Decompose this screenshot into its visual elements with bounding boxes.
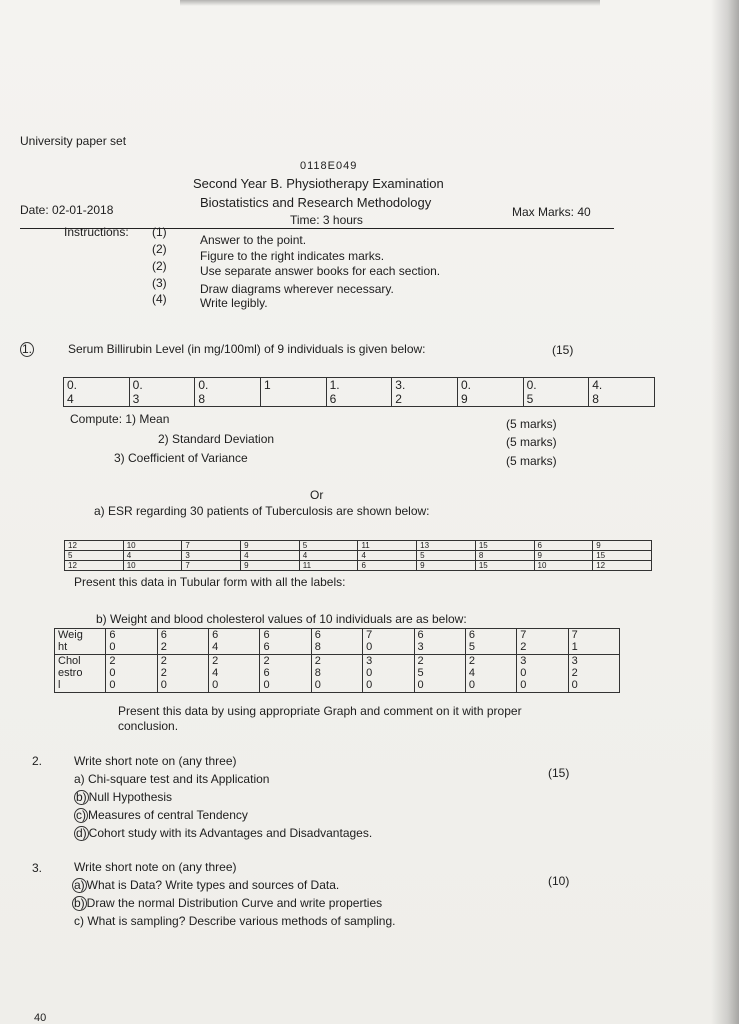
question-3-marks: (10) [548,874,570,888]
table-cell: 6 6 [260,629,311,655]
table-cell: 9 [534,551,593,561]
table-cell: 5 [65,551,124,561]
question-2-text: Write short note on (any three) [74,754,237,768]
table-cell: 0. 9 [457,378,523,407]
table-cell: 8 [475,551,534,561]
table-cell: 3. 2 [392,378,458,407]
question-1-marks: (15) [552,343,574,357]
page-number: 40 [34,1012,47,1024]
page-top-shadow [180,0,600,6]
table-cell: 1 [260,378,326,407]
table-row [55,629,620,655]
question-3-item-a: a) What is Data? Write types and sources of Data. [74,878,340,892]
table-cell: 7 1 [568,629,619,655]
mean-marks: (5 marks) [506,417,557,431]
instruction-text: Write legibly. [200,296,268,310]
table-cell: 15 [593,551,652,561]
table-cell: 6 8 [311,629,362,655]
table-cell: 0. 8 [195,378,261,407]
weight-question-text: b) Weight and blood cholesterol values of 10 individuals are as below: [96,612,467,626]
esr-present-instruction: Present this data in Tubular form with all the labels: [74,575,346,589]
table-cell: 3 [182,551,241,561]
compute-cv: 3) Coefficient of Variance [114,451,248,465]
table-row-header: Weig ht [55,629,106,655]
exam-time: Time: 3 hours [290,213,363,227]
question-3-number: 3. [32,861,43,875]
table-cell: 2 4 0 [465,655,516,693]
table-cell: 4 [358,551,417,561]
subject-title: Biostatistics and Research Methodology [200,195,432,210]
table-cell: 11 [358,541,417,551]
table-cell: 0. 5 [523,378,589,407]
table-cell: 12 [593,561,652,571]
table-cell: 2 8 0 [311,655,362,693]
table-cell: 3 0 0 [363,655,414,693]
table-cell: 2 4 0 [209,655,260,693]
question-3-item-c: c) What is sampling? Describe various methods of sampling. [74,914,396,928]
table-cell: 6 2 [157,629,208,655]
table-cell: 6 5 [465,629,516,655]
table-cell: 9 [593,541,652,551]
table-cell: 9 [241,561,300,571]
paper-set-label: University paper set [20,134,127,148]
table-cell: 7 [182,561,241,571]
table-cell: 13 [417,541,476,551]
table-cell: 3 2 0 [568,655,619,693]
table-cell: 7 [182,541,241,551]
table-cell: 12 [65,541,124,551]
esr-question-text: a) ESR regarding 30 patients of Tuberculosis are shown below: [94,504,430,518]
table-row-header: Chol estro l [55,655,106,693]
table-cell: 2 5 0 [414,655,465,693]
table-cell: 7 0 [363,629,414,655]
instruction-text: Draw diagrams wherever necessary. [200,282,394,296]
table-cell: 15 [475,541,534,551]
question-3-text: Write short note on (any three) [74,860,237,874]
paper-code: 0118E049 [300,160,358,172]
question-2-item-c: c) Measures of central Tendency [76,808,248,822]
question-2-marks: (15) [548,766,570,780]
sd-marks: (5 marks) [506,435,557,449]
table-cell: 10 [123,541,182,551]
or-separator: Or [310,488,324,502]
table-row [65,541,652,551]
question-2-number: 2. [32,754,43,768]
instruction-text: Use separate answer books for each section. [200,264,441,278]
instruction-num: (1) [152,225,167,239]
table-cell: 9 [241,541,300,551]
table-cell: 4 [299,551,358,561]
instruction-num: (2) [152,259,167,273]
table-row [65,561,652,571]
question-1-text: Serum Billirubin Level (in mg/100ml) of 9 individuals is given below: [68,342,426,356]
table-cell: 0. 4 [64,378,130,407]
instruction-text: Answer to the point. [200,233,307,247]
table-cell: 3 0 0 [517,655,568,693]
weight-cholesterol-table [54,628,620,693]
instruction-num: (4) [152,292,167,306]
graph-instruction-line1: Present this data by using appropriate Graph and comment on it with proper [118,704,522,718]
table-cell: 6 4 [209,629,260,655]
instructions-label: Instructions: [64,225,129,239]
max-marks: Max Marks: 40 [512,205,591,219]
page-right-shadow [711,0,739,1024]
table-cell: 4. 8 [589,378,655,407]
serum-bilirubin-table [63,377,655,407]
instruction-num: (2) [152,242,167,256]
table-cell: 10 [534,561,593,571]
question-2-item-a: a) Chi-square test and its Application [74,772,270,786]
table-cell: 6 3 [414,629,465,655]
table-cell: 11 [299,561,358,571]
compute-sd: 2) Standard Deviation [158,432,275,446]
table-cell: 7 2 [517,629,568,655]
question-2-item-d: d) Cohort study with its Advantages and Disadvantages. [76,826,373,840]
table-cell: 6 [358,561,417,571]
table-cell: 4 [241,551,300,561]
table-cell: 1. 6 [326,378,392,407]
table-cell: 2 6 0 [260,655,311,693]
graph-instruction-line2: conclusion. [118,719,179,733]
table-cell: 15 [475,561,534,571]
table-cell: 6 0 [106,629,157,655]
question-3-item-b: b) Draw the normal Distribution Curve and write properties [74,896,383,910]
exam-date: Date: 02-01-2018 [20,203,114,217]
table-cell: 2 2 0 [157,655,208,693]
compute-mean: Compute: 1) Mean [70,412,170,426]
exam-title: Second Year B. Physiotherapy Examination [193,176,444,191]
table-row [65,551,652,561]
table-row [55,655,620,693]
instruction-num: (3) [152,276,167,290]
question-1-number: 1. [22,342,33,356]
table-cell: 5 [299,541,358,551]
table-cell: 0. 3 [129,378,195,407]
table-cell: 10 [123,561,182,571]
table-cell: 2 0 0 [106,655,157,693]
esr-table [64,540,652,571]
table-cell: 5 [417,551,476,561]
cv-marks: (5 marks) [506,454,557,468]
instruction-text: Figure to the right indicates marks. [200,249,385,263]
table-row [64,378,655,407]
table-cell: 6 [534,541,593,551]
question-2-item-b: b) Null Hypothesis [76,790,173,804]
table-cell: 9 [417,561,476,571]
table-cell: 12 [65,561,124,571]
table-cell: 4 [123,551,182,561]
